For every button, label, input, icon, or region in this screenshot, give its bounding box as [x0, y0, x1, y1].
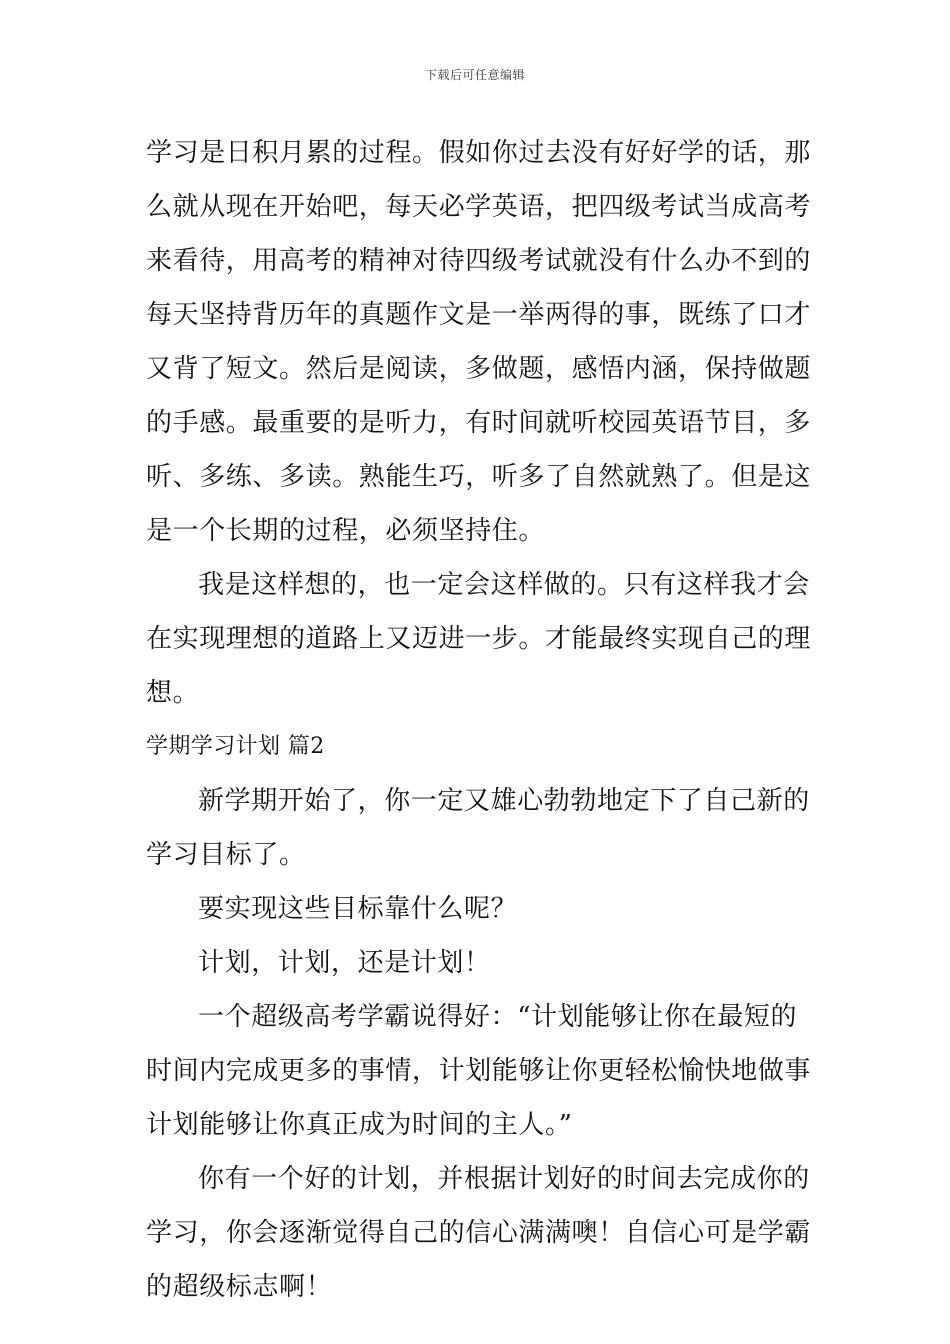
paragraph-line: 要实现这些目标靠什么呢？: [198, 894, 518, 924]
paragraph-line: 学习是日积月累的过程。假如你过去没有好好学的话，那: [146, 138, 812, 168]
paragraph-line: 计划能够让你真正成为时间的主人。”: [146, 1110, 573, 1140]
paragraph-line: 的超级标志啊！: [146, 1272, 333, 1302]
paragraph-line: 时间内完成更多的事情，计划能够让你更轻松愉快地做事: [146, 1056, 812, 1086]
paragraph-line: 听、多练、多读。熟能生巧，听多了自然就熟了。但是这: [146, 462, 812, 492]
paragraph-line: 学习，你会逐渐觉得自己的信心满满噢！自信心可是学霸: [146, 1218, 812, 1248]
paragraph-line: 在实现理想的道路上又迈进一步。才能最终实现自己的理: [146, 624, 812, 654]
page-header-note: 下载后可任意编辑: [424, 68, 525, 82]
paragraph-line: 一个超级高考学霸说得好：“计划能够让你在最短的: [198, 1002, 798, 1032]
paragraph-line: 又背了短文。然后是阅读，多做题，感悟内涵，保持做题: [146, 354, 812, 384]
paragraph-line: 我是这样想的，也一定会这样做的。只有这样我才会: [198, 570, 810, 600]
paragraph-line: 你有一个好的计划，并根据计划好的时间去完成你的: [198, 1164, 810, 1194]
paragraph-line: 的手感。最重要的是听力，有时间就听校园英语节目，多: [146, 408, 812, 438]
section-heading: 学期学习计划 篇2: [146, 734, 325, 759]
document-body: [146, 126, 812, 1314]
paragraph-line: 么就从现在开始吧，每天必学英语，把四级考试当成高考: [146, 192, 812, 222]
paragraph-line: 新学期开始了，你一定又雄心勃勃地定下了自己新的: [198, 786, 810, 816]
paragraph-line: 想。: [146, 678, 200, 708]
paragraph-line: 每天坚持背历年的真题作文是一举两得的事，既练了口才: [146, 300, 812, 330]
paragraph-line: 是一个长期的过程，必须坚持住。: [146, 516, 546, 546]
paragraph-line: 学习目标了。: [146, 840, 306, 870]
paragraph-line: 计划，计划，还是计划！: [198, 948, 491, 978]
paragraph-line: 来看待，用高考的精神对待四级考试就没有什么办不到的: [146, 246, 812, 276]
